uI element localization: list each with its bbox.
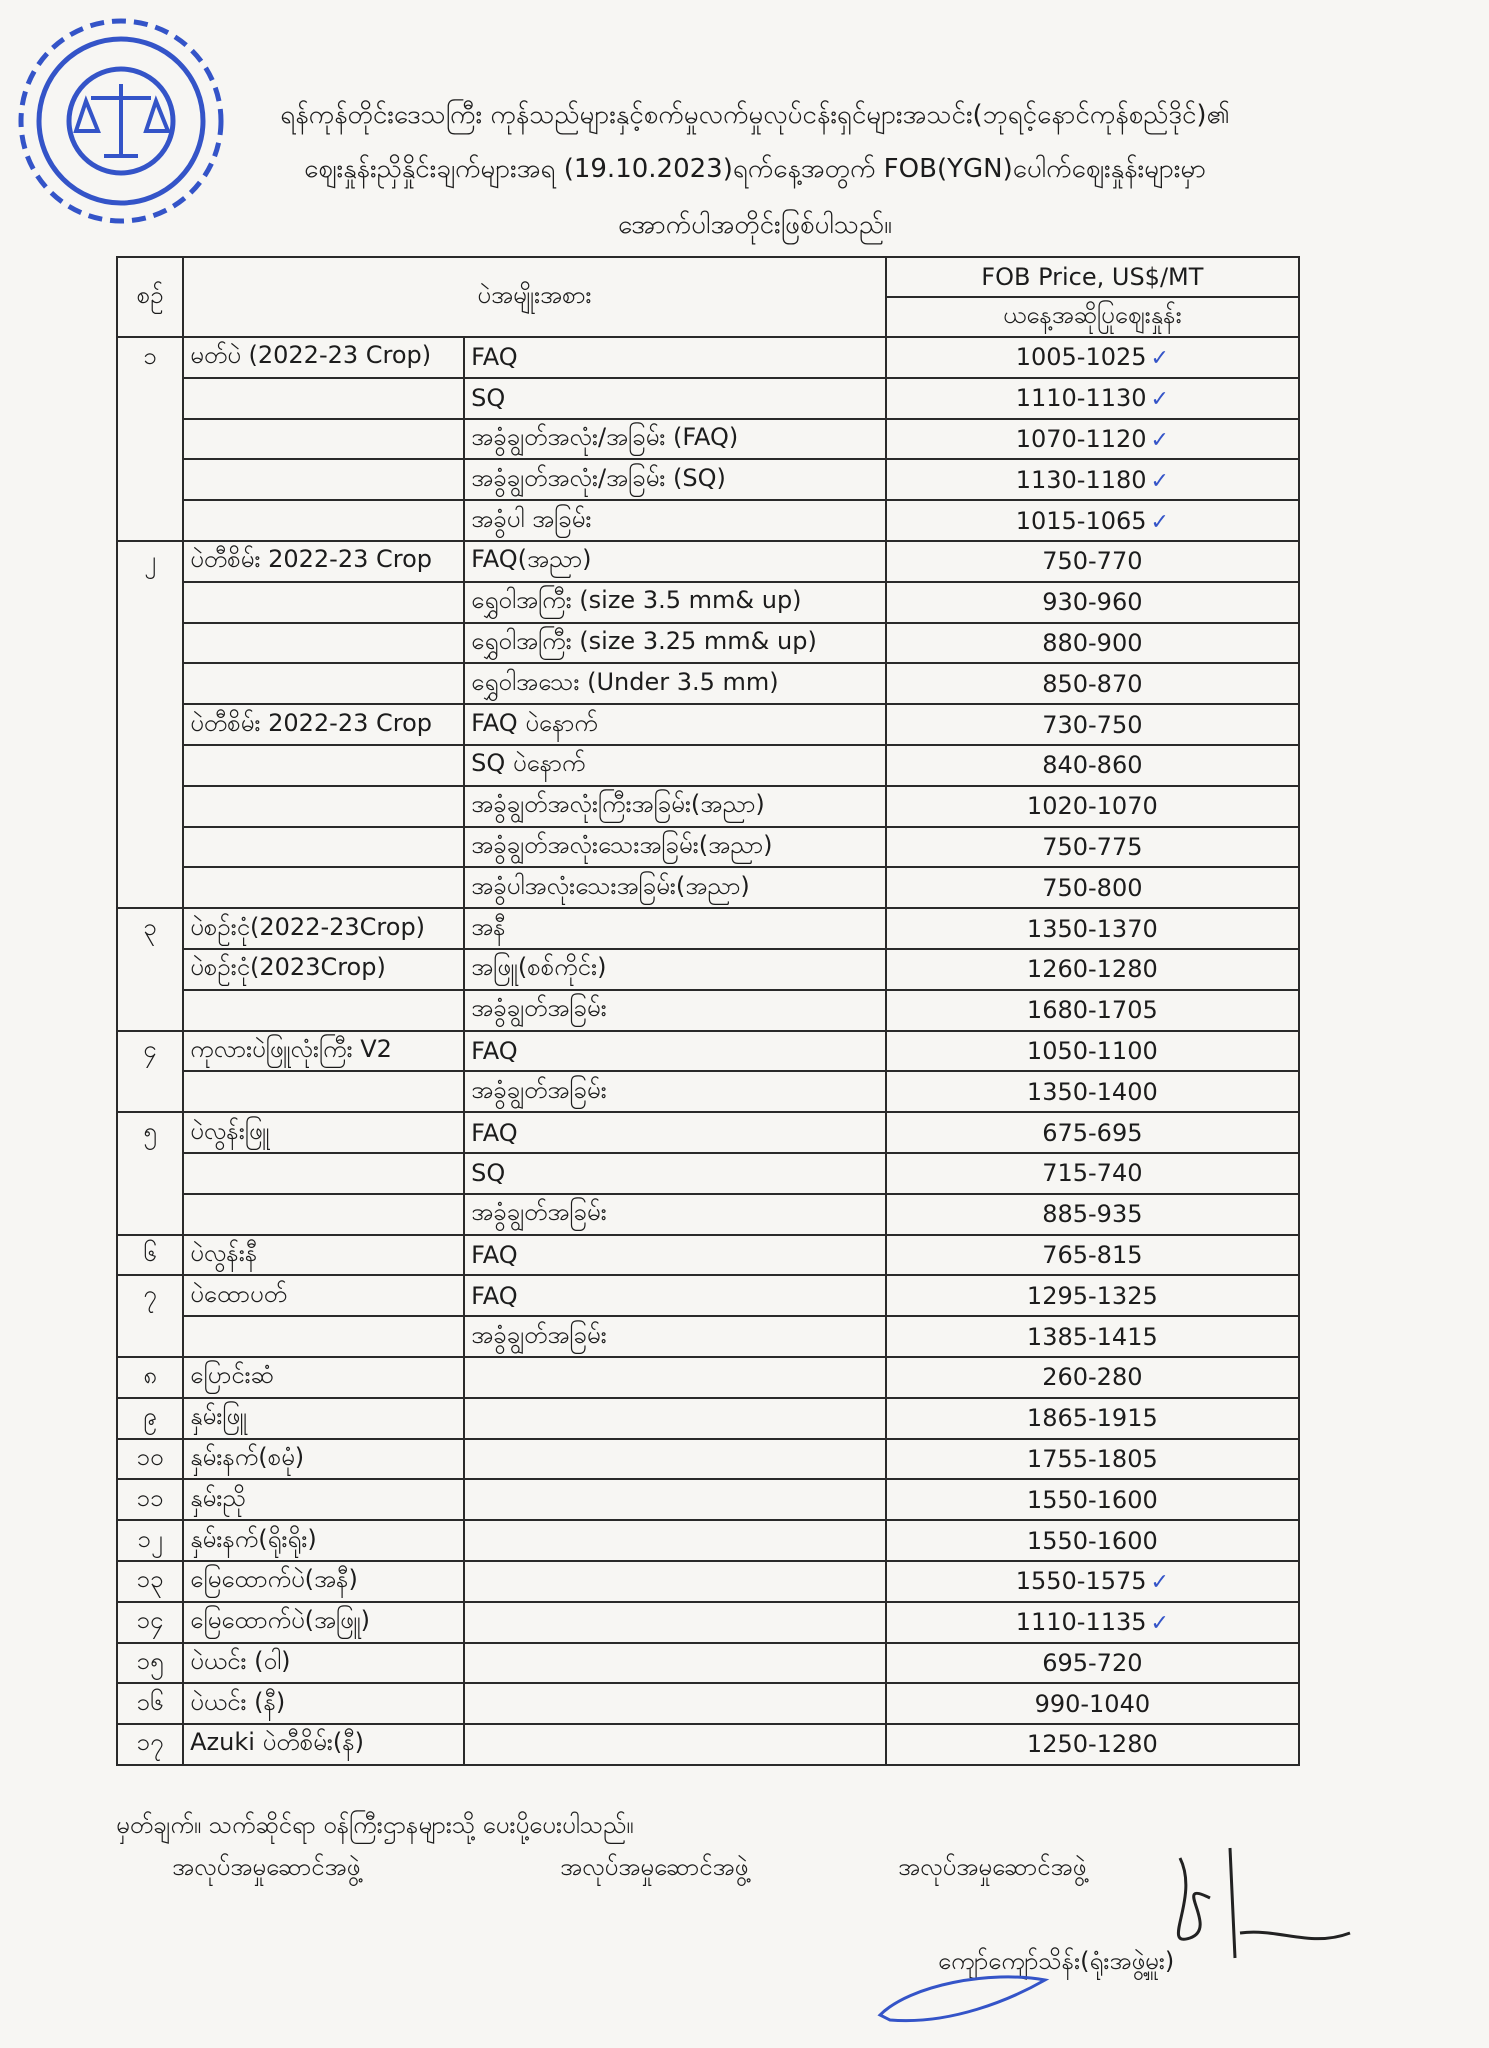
check-mark-icon: ✓ [1150,468,1169,494]
item-cell: မြေထောက်ပဲ(အဖြူ) [183,1602,464,1643]
grade-cell: ရွှေဝါအကြီး (size 3.25 mm& up) [464,623,886,664]
grade-cell: ရွှေဝါအသေး (Under 3.5 mm) [464,663,886,704]
item-cell: မတ်ပဲ (2022-23 Crop) [183,337,464,378]
price-value: 1110-1130 [1015,384,1147,413]
price-cell [886,827,1299,868]
item-cell: ပဲတီစိမ်း 2022-23 Crop [183,704,464,745]
price-cell [886,419,1299,460]
price-cell [886,541,1299,582]
row-number-cell [117,990,183,1031]
row-number-cell [117,663,183,704]
item-cell [183,786,464,827]
item-cell: ပြောင်းဆံ [183,1357,464,1398]
grade-cell: FAQ [464,1235,886,1276]
table-row [117,745,1299,786]
table-row [117,663,1299,704]
grade-cell: အခွံပါ အခြမ်း [464,500,886,541]
signer-name: ကျော်ကျော်သိန်း(ရုံးအဖွဲ့မှူး) [938,1947,1175,1975]
price-cell [886,1683,1299,1724]
grade-cell: ရွှေဝါအကြီး (size 3.5 mm& up) [464,582,886,623]
price-cell [886,623,1299,664]
table-row [117,1194,1299,1235]
price-value: 750-800 [1042,873,1143,902]
grade-cell: SQ [464,378,886,419]
item-cell [183,1071,464,1112]
table-row [117,459,1299,500]
price-cell [886,582,1299,623]
price-value: 1110-1135 [1015,1608,1147,1637]
item-cell [183,378,464,419]
price-value: 1050-1100 [1026,1036,1158,1065]
table-row [117,867,1299,908]
item-cell: ပဲတီစိမ်း 2022-23 Crop [183,541,464,582]
table-row [117,582,1299,623]
row-number-cell [117,459,183,500]
row-number-cell [117,827,183,868]
col-no-header: စဉ် [117,257,183,337]
check-mark-icon: ✓ [1150,427,1169,453]
item-cell [183,419,464,460]
item-cell [183,1194,464,1235]
price-value: 1130-1180 [1015,465,1147,494]
table-row [117,1112,1299,1153]
check-mark-icon: ✓ [1150,509,1169,535]
item-cell [183,582,464,623]
item-cell [183,827,464,868]
table-row [117,786,1299,827]
price-cell [886,1357,1299,1398]
price-value: 750-775 [1042,832,1143,861]
grade-cell [464,1602,886,1643]
table-row [117,1683,1299,1724]
row-number-cell: ၁၇ [117,1724,183,1765]
footer-note: မှတ်ချက်။ သက်ဆိုင်ရာ ဝန်ကြီးဌာနများသို့ ပေးပို့ပေးပါသည်။ [116,1811,634,1839]
grade-cell [464,1439,886,1480]
price-value: 880-900 [1042,628,1143,657]
price-value: 850-870 [1042,669,1143,698]
price-cell [886,1031,1299,1072]
item-cell: နှမ်းနက်(စမုံ) [183,1439,464,1480]
row-number-cell: ၆ [117,1235,183,1276]
item-cell: နှမ်းနက်(ရိုးရိုး) [183,1520,464,1561]
price-cell [886,459,1299,500]
price-value: 1020-1070 [1026,792,1158,821]
row-number-cell: ၁ [117,337,183,378]
handwritten-signature-icon [1140,1838,1360,1968]
row-number-cell [117,419,183,460]
price-value: 1005-1025 [1015,343,1147,372]
item-cell: မြေထောက်ပဲ(အနီ) [183,1561,464,1602]
price-value: 1260-1280 [1026,955,1158,984]
grade-cell: အခွံချွတ်အခြမ်း [464,1071,886,1112]
item-cell [183,623,464,664]
row-number-cell: ၁၀ [117,1439,183,1480]
row-number-cell: ၁၄ [117,1602,183,1643]
grade-cell: FAQ [464,1112,886,1153]
grade-cell: FAQ [464,1275,886,1316]
item-cell [183,867,464,908]
price-value: 260-280 [1042,1363,1143,1392]
price-cell [886,1561,1299,1602]
grade-cell: အခွံချွတ်အခြမ်း [464,990,886,1031]
row-number-cell: ၃ [117,908,183,949]
grade-cell [464,1398,886,1439]
grade-cell [464,1561,886,1602]
price-cell [886,1439,1299,1480]
header-line-2: ဈေးနှုန်းညှိနှိုင်းချက်များအရ (19.10.2023)ရက်နေ့အတွက် FOB(YGN)ပေါက်ဈေးနှုန်းများမှာ [304,154,1206,184]
price-cell [886,1153,1299,1194]
price-value: 1550-1575 [1015,1567,1147,1596]
price-cell [886,1235,1299,1276]
table-header-row [117,257,1299,297]
price-cell [886,786,1299,827]
price-cell [886,663,1299,704]
grade-cell: အခွံပါအလုံးသေးအခြမ်း(အညာ) [464,867,886,908]
table-row [117,1357,1299,1398]
grade-cell: SQ [464,1153,886,1194]
price-cell [886,1194,1299,1235]
price-value: 1070-1120 [1015,424,1147,453]
price-value: 1550-1600 [1026,1485,1158,1514]
item-cell [183,663,464,704]
item-cell: ပဲစဉ်းငုံ(2023Crop) [183,949,464,990]
grade-cell: FAQ [464,337,886,378]
grade-cell [464,1357,886,1398]
item-cell [183,990,464,1031]
table-row [117,378,1299,419]
table-row [117,1071,1299,1112]
price-cell [886,745,1299,786]
price-value: 695-720 [1042,1648,1143,1677]
price-cell [886,908,1299,949]
price-value: 1865-1915 [1026,1404,1158,1433]
committee-label-2: အလုပ်အမှုဆောင်အဖွဲ့ [560,1853,749,1881]
price-value: 1015-1065 [1015,506,1147,535]
check-mark-icon: ✓ [1150,387,1169,413]
header-line-3: အောက်ပါအတိုင်းဖြစ်ပါသည်။ [618,210,892,240]
row-number-cell: ၁၁ [117,1479,183,1520]
price-value: 765-815 [1042,1240,1143,1269]
price-cell [886,1479,1299,1520]
grade-cell: အခွံချွတ်အလုံး/အခြမ်း (SQ) [464,459,886,500]
table-row [117,623,1299,664]
grade-cell: FAQ ပဲနောက် [464,704,886,745]
row-number-cell: ၂ [117,541,183,582]
row-number-cell [117,745,183,786]
row-number-cell [117,786,183,827]
table-row [117,908,1299,949]
price-cell [886,1112,1299,1153]
grade-cell: FAQ(အညာ) [464,541,886,582]
item-cell [183,1153,464,1194]
table-row [117,1316,1299,1357]
table-row [117,1275,1299,1316]
item-cell: ပဲလွန်းဖြူ [183,1112,464,1153]
item-cell: ပဲယင်း (ဝါ) [183,1643,464,1684]
table-row [117,1031,1299,1072]
item-cell: ပဲယင်း (နီ) [183,1683,464,1724]
table-row [117,1602,1299,1643]
row-number-cell [117,704,183,745]
grade-cell [464,1724,886,1765]
grade-cell [464,1479,886,1520]
table-row [117,1643,1299,1684]
row-number-cell [117,1194,183,1235]
price-cell [886,1071,1299,1112]
row-number-cell: ၁၃ [117,1561,183,1602]
price-cell [886,1602,1299,1643]
table-row [117,1153,1299,1194]
table-row [117,1520,1299,1561]
item-cell: ပဲထောပတ် [183,1275,464,1316]
check-mark-icon: ✓ [1150,1611,1169,1637]
row-number-cell [117,582,183,623]
price-cell [886,1643,1299,1684]
table-row [117,419,1299,460]
check-mark-icon: ✓ [1150,1570,1169,1596]
price-value: 1295-1325 [1026,1281,1158,1310]
item-cell: နှမ်းဖြူ [183,1398,464,1439]
item-cell [183,745,464,786]
price-value: 1680-1705 [1026,996,1158,1025]
price-value: 1550-1600 [1026,1526,1158,1555]
price-cell [886,1520,1299,1561]
grade-cell: အခွံချွတ်အလုံးကြီးအခြမ်း(အညာ) [464,786,886,827]
price-value: 840-860 [1042,751,1143,780]
price-cell [886,1724,1299,1765]
grade-cell [464,1643,886,1684]
item-cell: ပဲလွန်းနီ [183,1235,464,1276]
col-price-subheader: ယနေ့အဆိုပြုဈေးနှုန်း [886,297,1299,337]
table-row [117,1724,1299,1765]
grade-cell [464,1520,886,1561]
price-value: 1350-1370 [1026,914,1158,943]
price-value: 730-750 [1042,710,1143,739]
committee-label-3: အလုပ်အမှုဆောင်အဖွဲ့ [898,1853,1087,1881]
price-value: 1385-1415 [1026,1322,1158,1351]
row-number-cell [117,1316,183,1357]
row-number-cell [117,949,183,990]
price-cell [886,500,1299,541]
grade-cell: အခွံချွတ်အခြမ်း [464,1194,886,1235]
price-value: 675-695 [1042,1118,1143,1147]
table-row [117,500,1299,541]
price-cell [886,378,1299,419]
row-number-cell: ၁၂ [117,1520,183,1561]
grade-cell: အခွံချွတ်အလုံး/အခြမ်း (FAQ) [464,419,886,460]
row-number-cell [117,867,183,908]
table-row [117,1235,1299,1276]
table-row [117,1561,1299,1602]
item-cell: ပဲစဉ်းငုံ(2022-23Crop) [183,908,464,949]
row-number-cell: ၁၆ [117,1683,183,1724]
price-cell [886,1398,1299,1439]
price-cell [886,337,1299,378]
check-mark-icon: ✓ [1150,346,1169,372]
row-number-cell [117,623,183,664]
price-value: 885-935 [1042,1200,1143,1229]
committee-label-1: အလုပ်အမှုဆောင်အဖွဲ့ [172,1853,361,1881]
price-cell [886,704,1299,745]
price-value: 750-770 [1042,547,1143,576]
price-cell [886,1275,1299,1316]
row-number-cell: ၅ [117,1112,183,1153]
row-number-cell [117,1153,183,1194]
item-cell: Azuki ပဲတီစိမ်း(နီ) [183,1724,464,1765]
item-cell [183,500,464,541]
price-value: 990-1040 [1034,1689,1151,1718]
price-cell [886,949,1299,990]
row-number-cell [117,500,183,541]
grade-cell: FAQ [464,1031,886,1072]
table-row [117,1479,1299,1520]
row-number-cell: ၈ [117,1357,183,1398]
header-line-1: ရန်ကုန်တိုင်းဒေသကြီး ကုန်သည်များနှင့်စက်မှုလက်မှုလုပ်ငန်းရှင်များအသင်း(ဘုရင့်နောင်ကုန်စည်ဒိုင်)၏ [280,100,1230,130]
price-value: 715-740 [1042,1159,1143,1188]
table-row [117,541,1299,582]
grade-cell: SQ ပဲနောက် [464,745,886,786]
table-row [117,704,1299,745]
table-row [117,337,1299,378]
price-value: 1755-1805 [1026,1444,1158,1473]
price-cell [886,1316,1299,1357]
table-row [117,949,1299,990]
price-value: 1250-1280 [1026,1730,1158,1759]
row-number-cell: ၇ [117,1275,183,1316]
grade-cell: အဖြူ(စစ်ကိုင်း) [464,949,886,990]
table-row [117,827,1299,868]
price-value: 1350-1400 [1026,1077,1158,1106]
table-row [117,1439,1299,1480]
table-row [117,990,1299,1031]
grade-cell [464,1683,886,1724]
price-table [116,256,1300,1766]
grade-cell: အခွံချွတ်အခြမ်း [464,1316,886,1357]
item-cell [183,1316,464,1357]
row-number-cell: ၁၅ [117,1643,183,1684]
grade-cell: အနီ [464,908,886,949]
col-item-header: ပဲအမျိုးအစား [183,257,886,337]
item-cell: နှမ်းညို [183,1479,464,1520]
row-number-cell: ၄ [117,1031,183,1072]
row-number-cell [117,1071,183,1112]
table-row [117,1398,1299,1439]
row-number-cell: ၉ [117,1398,183,1439]
row-number-cell [117,378,183,419]
price-cell [886,990,1299,1031]
price-value: 930-960 [1042,588,1143,617]
col-price-header: FOB Price, US$/MT [886,257,1299,297]
grade-cell: အခွံချွတ်အလုံးသေးအခြမ်း(အညာ) [464,827,886,868]
item-cell: ကုလားပဲဖြူလုံးကြီး V2 [183,1031,464,1072]
item-cell [183,459,464,500]
price-cell [886,867,1299,908]
blue-ink-mark-icon [870,1960,1060,2030]
